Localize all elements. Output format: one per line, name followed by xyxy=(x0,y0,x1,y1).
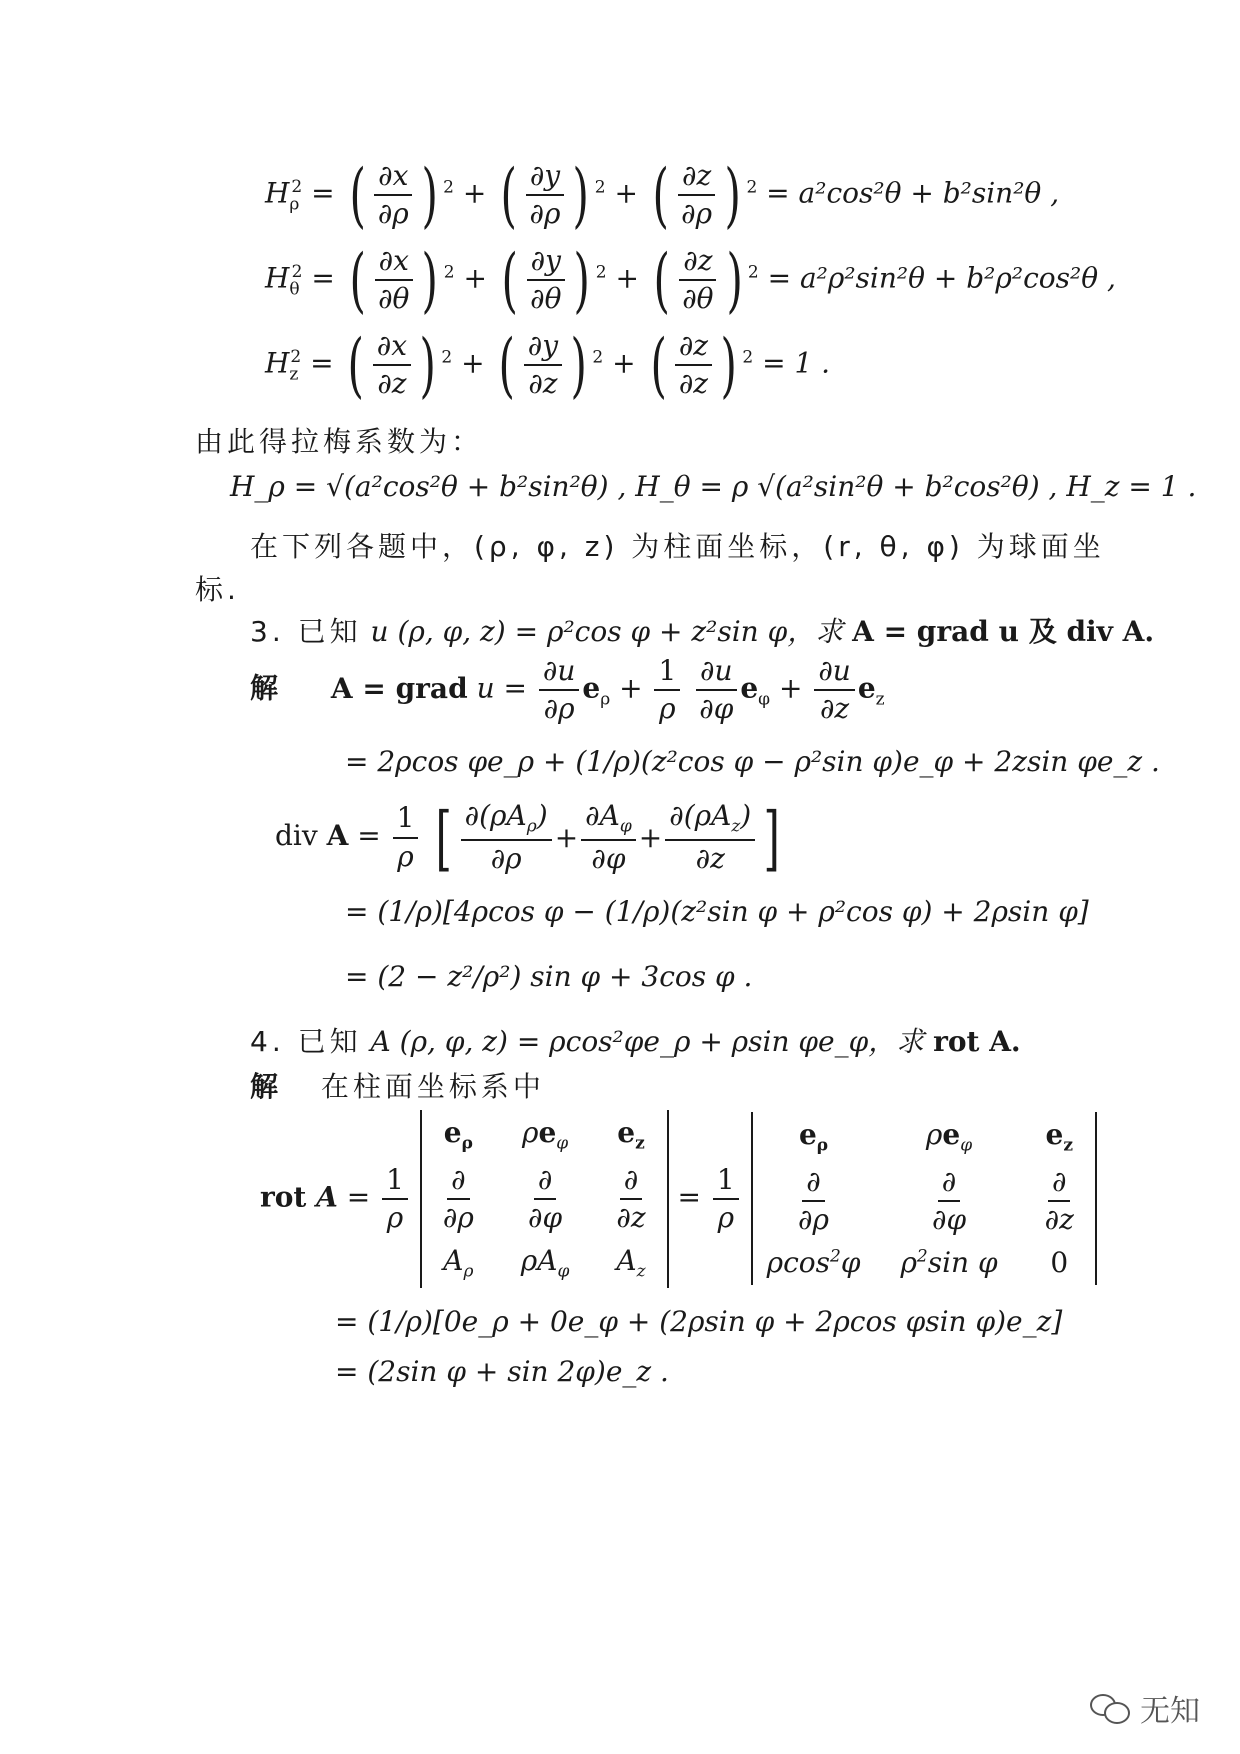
coord-note-end: 标. xyxy=(195,573,240,606)
watermark-text: 无知 xyxy=(1140,1694,1200,1729)
solution-3-div: div A = $\frac{1}{\rho}$ [ $\frac{\partial(\rho A_\rho)}{\partial\rho}$ + $\frac{\partial A_\varphi}{\partial\varphi}$ + $\frac{\partial(\rho A_z)}{\partial z}$ ] xyxy=(275,796,781,879)
problem-3-num: 3. 已知 xyxy=(250,615,362,648)
coord-note: 在下列各题中，(ρ, φ, z) 为柱面坐标，(r, θ, φ) 为球面坐 xyxy=(250,530,1105,563)
problem-3 xyxy=(250,610,1154,650)
wechat-icon xyxy=(1090,1694,1130,1722)
solution-3-grad: 解 A = grad u = $\frac{\partial u}{\partial\rho}$ $e_\rho$ + $\frac{1}{\rho}$ $\frac{\partial u}{\partial\varphi}$ $e_\varphi$ + $\frac{\partial u}{\partial z}$ $e_z$ xyxy=(250,654,885,726)
watermark xyxy=(1090,1686,1200,1730)
solution-3-div-result: = (2 − z²/ρ²) sin φ + 3cos φ . xyxy=(345,960,753,993)
problem-4 xyxy=(250,1020,1021,1060)
solution-3-grad-result: = 2ρcos φe_ρ + (1/ρ)(z²cos φ − ρ²sin φ)e_φ + 2zsin φe_z . xyxy=(345,745,1160,778)
eq-h-theta-rhs: = a²ρ²sin²θ + b²ρ²cos²θ , xyxy=(767,261,1116,295)
solution-4-rot-result: = (2sin φ + sin 2φ)e_z . xyxy=(335,1355,669,1388)
problem-3-end: A = grad u 及 div A. xyxy=(852,615,1155,648)
solution-4-rot-step: = (1/ρ)[0e_ρ + 0e_φ + (2ρsin φ + 2ρcos φsin φ)e_z] xyxy=(335,1305,1063,1338)
solution-3-div-step: = (1/ρ)[4ρcos φ − (1/ρ)(z²sin φ + ρ²cos φ) + 2ρsin φ] xyxy=(345,895,1089,928)
eq-h-rho-rhs: = a²cos²θ + b²sin²θ , xyxy=(766,176,1060,210)
problem-4-text: A (ρ, φ, z) = ρcos²φe_ρ + ρsin φe_φ，求 xyxy=(370,1025,925,1058)
eq-h-z-rhs: = 1 . xyxy=(762,346,831,380)
eq-lame: H_ρ = √(a²cos²θ + b²sin²θ) , H_θ = ρ √(a²sin²θ + b²cos²θ) , H_z = 1 . xyxy=(230,470,1197,503)
coef-intro: 由此得拉梅系数为： xyxy=(195,425,484,458)
problem-4-end: rot A. xyxy=(933,1025,1021,1058)
solution-4-rot-det: rot A = $\frac{1}{\rho}$ $e_\rho$ $\rho e_\varphi$ $e_z$ $\frac{\partial}{\partial\rho}$ $\frac{\partial}{\partial\varphi}$ $\frac{\partial}{\partial z}$ $A_\rho$ $\rho A_\varphi$ $A_z$ = $\frac{1}{\rho}$ $e_\rho$ $\rho e_\varphi$ $e_z$ $\frac{\partial}{\partial\rho}$ $\frac{\partial}{\partial\varphi}$ $\frac{\partial}{\partial z}$ ρcos$^2$φ $\rho^2\sin$ φ 0 xyxy=(260,1110,1097,1288)
solution-label: 解 xyxy=(250,671,283,705)
solution-label-4: 解 xyxy=(250,1070,283,1103)
solution-4-cyl: 在柱面坐标系中 xyxy=(320,1070,545,1103)
problem-4-num: 4. 已知 xyxy=(250,1025,362,1058)
problem-3-text: u (ρ, φ, z) = ρ²cos φ + z²sin φ，求 xyxy=(370,615,844,648)
eq-h-z: $H_z^2$ = ( $\frac{\partial x}{\partial z}$ ) $^2$ + ( $\frac{\partial y}{\partial z}$ ) $^2$ + ( $\frac{\partial z}{\partial z}$ ) $^2$ = 1 . xyxy=(265,324,831,407)
solution-4-intro xyxy=(250,1065,545,1105)
eq-h-theta: $H_\theta^2$ = ( $\frac{\partial x}{\partial\theta}$ ) $^2$ + ( $\frac{\partial y}{\partial\theta}$ ) $^2$ + ( $\frac{\partial z}{\partial\theta}$ ) $^2$ = a²ρ²sin²θ + b²ρ²cos²θ , xyxy=(265,239,1116,322)
eq-h-rho: $H_\rho^2$ = ( $\frac{\partial x}{\partial\rho}$ ) $^2$ + ( $\frac{\partial y}{\partial\rho}$ ) $^2$ + ( $\frac{\partial z}{\partial\rho}$ ) $^2$ = a²cos²θ + b²sin²θ , xyxy=(265,154,1060,237)
